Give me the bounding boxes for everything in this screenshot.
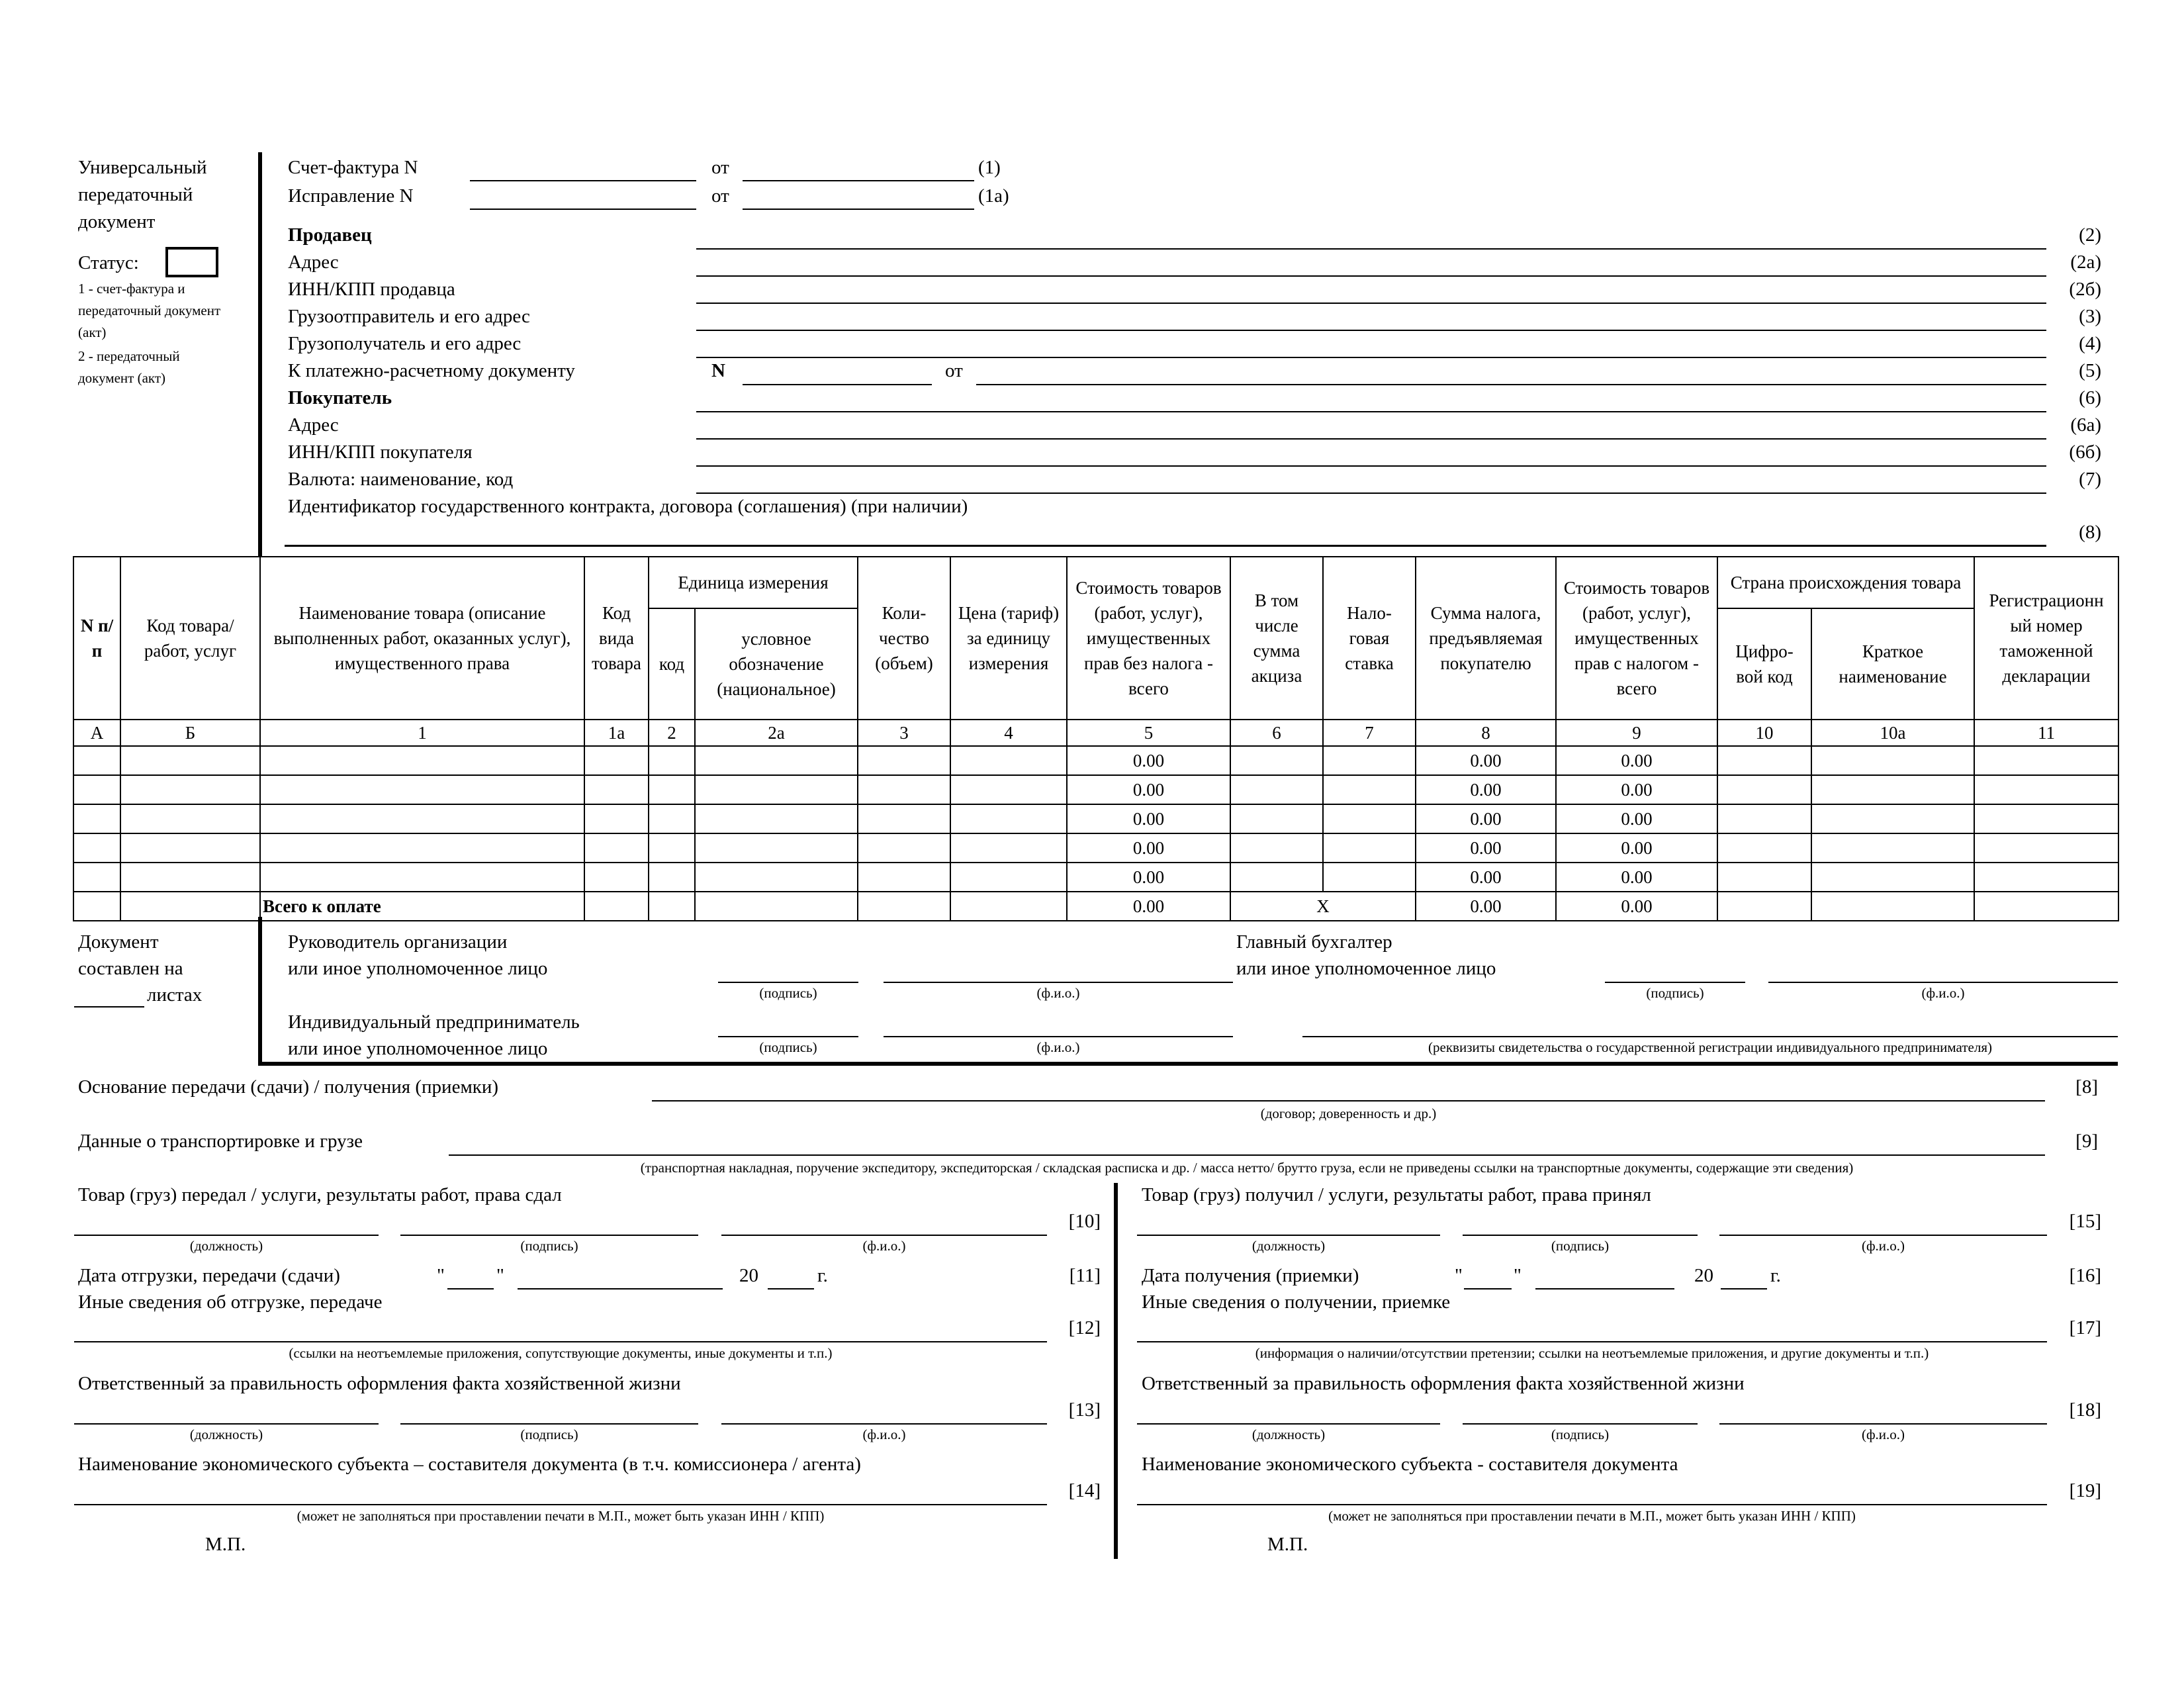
invoice-from-label: от: [711, 157, 729, 178]
col-header-kind: Код вида товара: [584, 557, 649, 720]
sender-position-field[interactable]: [74, 1235, 379, 1236]
table-row[interactable]: [73, 775, 2118, 804]
year-suffix: г.: [817, 1265, 828, 1286]
head-label: или иное уполномоченное лицо: [288, 958, 548, 979]
chief-signature-field[interactable]: [1605, 982, 1745, 983]
caption-fio: (ф.и.о.): [1921, 985, 1965, 1001]
quote-open: ": [437, 1265, 445, 1286]
payment-doc-label: К платежно-расчетному документу: [288, 360, 575, 381]
stamp-place: М.П.: [1267, 1534, 1308, 1555]
col-label: Б: [120, 720, 260, 746]
ref-19: [19]: [2069, 1480, 2101, 1501]
table-row[interactable]: [73, 863, 2118, 892]
table-row[interactable]: [73, 804, 2118, 833]
status-option-1: передаточный документ: [78, 303, 221, 318]
receiver-signature-field[interactable]: [1463, 1235, 1698, 1236]
col-header-num: N п/п: [73, 557, 120, 720]
invoice-label: Счет-фактура N: [288, 157, 418, 178]
entity-label: Наименование экономического субъекта – составителя документа (в т.ч. комиссионера / агента): [78, 1454, 861, 1475]
status-option-1: (акт): [78, 324, 107, 340]
total-label: Всего к оплате: [260, 892, 584, 921]
buyer-address-label: Адрес: [288, 414, 339, 436]
chief-accountant-label: Главный бухгалтер: [1236, 931, 1392, 953]
row-tax[interactable]: 0.00: [1416, 775, 1556, 804]
payment-doc-date-field[interactable]: [976, 384, 2046, 385]
total-row: [73, 892, 2118, 921]
col-header-excise: В том числе сумма акциза: [1230, 557, 1323, 720]
ref-6b: (6б): [2069, 442, 2101, 463]
col-label: 3: [858, 720, 950, 746]
resp-position-field[interactable]: [1137, 1423, 1440, 1425]
col-header-code: Код товара/ работ, услуг: [120, 557, 260, 720]
ref-4: (4): [2079, 333, 2101, 354]
other-ship-hint: (ссылки на неотъемлемые приложения, сопутствующие документы, иные документы и т.п.): [289, 1345, 833, 1361]
col-header-price: Цена (тариф) за единицу измерения: [950, 557, 1067, 720]
ip-requisites-field[interactable]: [1302, 1036, 2118, 1037]
col-label: 10а: [1811, 720, 1974, 746]
status-option-2: 2 - передаточный: [78, 348, 180, 364]
caption-position: (должность): [189, 1238, 263, 1254]
entrepreneur-label: или иное уполномоченное лицо: [288, 1038, 548, 1059]
responsible-label: Ответственный за правильность оформления факта хозяйственной жизни: [78, 1373, 681, 1394]
ref-2: (2): [2079, 224, 2101, 246]
buyer-field[interactable]: [696, 411, 2046, 412]
responsible-label: Ответственный за правильность оформления факта хозяйственной жизни: [1142, 1373, 1745, 1394]
correction-date-field[interactable]: [743, 209, 974, 210]
status-option-1: 1 - счет-фактура и: [78, 281, 185, 297]
head-fio-field[interactable]: [884, 982, 1233, 983]
col-header-country: Страна происхождения товара: [1717, 557, 1974, 608]
table-row[interactable]: [73, 746, 2118, 775]
caption-fio: (ф.и.о.): [1861, 1238, 1905, 1254]
col-label: 11: [1974, 720, 2118, 746]
status-option-2: документ (акт): [78, 370, 165, 386]
correction-label: Исправление N: [288, 185, 414, 207]
payment-doc-number-field[interactable]: [743, 384, 932, 385]
entrepreneur-label: Индивидуальный предприниматель: [288, 1011, 580, 1033]
ref-6a: (6а): [2070, 414, 2101, 436]
ref-15: [15]: [2069, 1211, 2101, 1232]
head-label: Руководитель организации: [288, 931, 508, 953]
col-header-rate: Нало- говая ставка: [1323, 557, 1416, 720]
col-label: А: [73, 720, 120, 746]
consignee-label: Грузополучатель и его адрес: [288, 333, 522, 354]
received-label: Товар (груз) получил / услуги, результаты работ, права принял: [1142, 1184, 1651, 1205]
head-signature-field[interactable]: [718, 982, 858, 983]
col-label: 1а: [584, 720, 649, 746]
total-excise: X: [1230, 892, 1416, 921]
col-label: 9: [1556, 720, 1717, 746]
caption-position: (должность): [1251, 1238, 1326, 1254]
row-cost[interactable]: 0.00: [1067, 746, 1230, 775]
currency-label: Валюта: наименование, код: [288, 469, 514, 490]
year-prefix: 20: [739, 1265, 758, 1286]
row-total[interactable]: 0.00: [1556, 833, 1717, 863]
caption-position: (должность): [1251, 1427, 1326, 1442]
buyer-address-field[interactable]: [696, 438, 2046, 440]
caption-ip-requisites: (реквизиты свидетельства о государственной регистрации индивидуального предпринимателя): [1428, 1039, 1992, 1055]
buyer-label: Покупатель: [288, 387, 392, 408]
caption-signature: (подпись): [1551, 1238, 1610, 1254]
recv-date-label: Дата получения (приемки): [1142, 1265, 1359, 1286]
row-total[interactable]: 0.00: [1556, 746, 1717, 775]
row-cost[interactable]: 0.00: [1067, 863, 1230, 892]
header-divider: [258, 152, 262, 556]
caption-signature: (подпись): [1646, 985, 1704, 1001]
seller-inn-field[interactable]: [696, 303, 2046, 304]
caption-fio: (ф.и.о.): [1861, 1427, 1905, 1442]
ship-date-label: Дата отгрузки, передачи (сдачи): [78, 1265, 340, 1286]
seller-field[interactable]: [696, 248, 2046, 250]
seller-address-field[interactable]: [696, 275, 2046, 277]
col-header-qty: Коли- чество (объем): [858, 557, 950, 720]
resp-fio-field[interactable]: [1719, 1423, 2047, 1425]
seller-address-label: Адрес: [288, 252, 339, 273]
caption-signature: (подпись): [520, 1238, 578, 1254]
row-tax[interactable]: 0.00: [1416, 804, 1556, 833]
doc-title-line: документ: [78, 211, 156, 232]
ref-7: (7): [2079, 469, 2101, 490]
doc-composed-label: листах: [147, 984, 203, 1006]
ref-2a: (2а): [2070, 252, 2101, 273]
invoice-number-field[interactable]: [470, 180, 696, 181]
caption-fio: (ф.и.о.): [1036, 1039, 1080, 1055]
transport-field[interactable]: [449, 1154, 2045, 1156]
recv-year-field[interactable]: [1721, 1288, 1767, 1289]
sheets-count-field[interactable]: [74, 1006, 144, 1008]
caption-fio: (ф.и.о.): [1036, 985, 1080, 1001]
consignee-field[interactable]: [696, 357, 2046, 358]
stamp-place: М.П.: [205, 1534, 246, 1555]
ref-2b: (2б): [2069, 279, 2101, 300]
contract-id-field[interactable]: [285, 545, 2046, 547]
row-tax[interactable]: 0.00: [1416, 833, 1556, 863]
col-header-total: Стоимость товаров (работ, услуг), имущественных прав с налогом - всего: [1556, 557, 1717, 720]
quote-close: ": [1514, 1265, 1522, 1286]
col-label: 6: [1230, 720, 1323, 746]
ship-month-field[interactable]: [518, 1288, 723, 1289]
buyer-inn-field[interactable]: [696, 465, 2046, 467]
entity-field[interactable]: [74, 1504, 1047, 1505]
transport-label: Данные о транспортировке и грузе: [78, 1131, 363, 1152]
year-prefix: 20: [1694, 1265, 1713, 1286]
shipper-label: Грузоотправитель и его адрес: [288, 306, 530, 327]
items-table: [73, 556, 2119, 921]
row-tax[interactable]: 0.00: [1416, 863, 1556, 892]
entity-label: Наименование экономического субъекта - составителя документа: [1142, 1454, 1678, 1475]
ip-signature-field[interactable]: [718, 1036, 858, 1037]
chief-accountant-label: или иное уполномоченное лицо: [1236, 958, 1496, 979]
doc-title-line: передаточный: [78, 184, 193, 205]
correction-number-field[interactable]: [470, 209, 696, 210]
caption-fio: (ф.и.о.): [862, 1238, 906, 1254]
payment-doc-n: N: [711, 360, 725, 381]
resp-signature-field[interactable]: [1463, 1423, 1698, 1425]
ref-b8: [8]: [2075, 1076, 2098, 1098]
ref-1: (1): [978, 157, 1001, 178]
year-suffix: г.: [1770, 1265, 1781, 1286]
center-divider: [1114, 1183, 1118, 1559]
entity-hint: (может не заполняться при проставлении печати в М.П., может быть указан ИНН / КПП): [1328, 1508, 1856, 1524]
col-header-decl: Регистрационн ый номер таможенной декларации: [1974, 557, 2118, 720]
col-label: 4: [950, 720, 1067, 746]
row-cost[interactable]: 0.00: [1067, 833, 1230, 863]
row-total[interactable]: 0.00: [1556, 775, 1717, 804]
caption-position: (должность): [189, 1427, 263, 1442]
payment-doc-from: от: [945, 360, 963, 381]
transport-hint: (транспортная накладная, поручение экспедитору, экспедиторская / складская расписка и др. / масса нетто/ брутто груза, если не приведены ссылки на транспортные документы, содержащие эти сведения): [640, 1160, 1854, 1176]
table-row[interactable]: [73, 833, 2118, 863]
seller-label: Продавец: [288, 224, 372, 246]
col-header-name: Наименование товара (описание выполненных работ, оказанных услуг), имущественного права: [260, 557, 584, 720]
quote-close: ": [496, 1265, 504, 1286]
row-cost[interactable]: 0.00: [1067, 804, 1230, 833]
ref-10: [10]: [1068, 1211, 1101, 1232]
col-label: 2: [649, 720, 695, 746]
recv-month-field[interactable]: [1535, 1288, 1674, 1289]
col-header-unit-name: условное обозначение (национальное): [695, 608, 858, 720]
basis-label: Основание передачи (сдачи) / получения (приемки): [78, 1076, 499, 1098]
col-label: 5: [1067, 720, 1230, 746]
caption-signature: (подпись): [759, 985, 817, 1001]
caption-signature: (подпись): [759, 1039, 817, 1055]
column-number-row: [73, 720, 2118, 746]
col-header-country-code: Цифро- вой код: [1717, 608, 1811, 720]
ip-fio-field[interactable]: [884, 1036, 1233, 1037]
total-cost: 0.00: [1067, 892, 1230, 921]
status-input-box[interactable]: [165, 247, 218, 277]
total-total: 0.00: [1556, 892, 1717, 921]
basis-field[interactable]: [652, 1100, 2045, 1102]
receiver-fio-field[interactable]: [1719, 1235, 2047, 1236]
ref-16: [16]: [2069, 1265, 2101, 1286]
basis-hint: (договор; доверенность и др.): [1260, 1105, 1437, 1121]
caption-signature: (подпись): [520, 1427, 578, 1442]
ref-b9: [9]: [2075, 1131, 2098, 1152]
other-ship-field[interactable]: [74, 1341, 1047, 1342]
caption-signature: (подпись): [1551, 1427, 1610, 1442]
col-header-country-name: Краткое наименование: [1811, 608, 1974, 720]
chief-fio-field[interactable]: [1768, 982, 2118, 983]
col-header-tax: Сумма налога, предъявляемая покупателю: [1416, 557, 1556, 720]
col-label: 10: [1717, 720, 1811, 746]
other-recv-label: Иные сведения о получении, приемке: [1142, 1291, 1451, 1313]
signature-divider: [258, 917, 262, 1064]
quote-open: ": [1455, 1265, 1463, 1286]
resp-fio-field[interactable]: [721, 1423, 1047, 1425]
row-total[interactable]: 0.00: [1556, 804, 1717, 833]
ref-1a: (1а): [978, 185, 1009, 207]
col-header-unit: Единица измерения: [649, 557, 858, 608]
ref-8: (8): [2079, 522, 2101, 543]
correction-from-label: от: [711, 185, 729, 207]
entity-hint: (может не заполняться при проставлении печати в М.П., может быть указан ИНН / КПП): [296, 1508, 825, 1524]
col-label: 7: [1323, 720, 1416, 746]
caption-fio: (ф.и.о.): [862, 1427, 906, 1442]
ref-6: (6): [2079, 387, 2101, 408]
col-header-unit-code: код: [649, 608, 695, 720]
col-label: 8: [1416, 720, 1556, 746]
signature-bottom-rule: [258, 1062, 2118, 1066]
buyer-inn-label: ИНН/КПП покупателя: [288, 442, 473, 463]
ref-12: [12]: [1068, 1317, 1101, 1338]
ship-year-field[interactable]: [768, 1288, 814, 1289]
seller-inn-label: ИНН/КПП продавца: [288, 279, 455, 300]
ref-3: (3): [2079, 306, 2101, 327]
ref-11: [11]: [1069, 1265, 1101, 1286]
receiver-position-field[interactable]: [1137, 1235, 1440, 1236]
status-label: Статус:: [78, 252, 139, 273]
ref-17: [17]: [2069, 1317, 2101, 1338]
doc-title-line: Универсальный: [78, 157, 207, 178]
invoice-date-field[interactable]: [743, 180, 974, 181]
ref-14: [14]: [1068, 1480, 1101, 1501]
resp-signature-field[interactable]: [400, 1423, 698, 1425]
other-ship-label: Иные сведения об отгрузке, передаче: [78, 1291, 383, 1313]
sender-signature-field[interactable]: [400, 1235, 698, 1236]
row-total[interactable]: 0.00: [1556, 863, 1717, 892]
other-recv-hint: (информация о наличии/отсутствии претензии; ссылки на неотъемлемые приложения, и другие документы и т.п.): [1255, 1345, 1929, 1361]
ship-day-field[interactable]: [447, 1288, 494, 1289]
doc-composed-label: составлен на: [78, 958, 183, 979]
total-tax: 0.00: [1416, 892, 1556, 921]
sender-fio-field[interactable]: [721, 1235, 1047, 1236]
col-header-cost: Стоимость товаров (работ, услуг), имущественных прав без налога - всего: [1067, 557, 1230, 720]
contract-id-label: Идентификатор государственного контракта, договора (соглашения) (при наличии): [288, 496, 968, 517]
shipper-field[interactable]: [696, 330, 2046, 331]
recv-day-field[interactable]: [1464, 1288, 1512, 1289]
handed-label: Товар (груз) передал / услуги, результаты работ, права сдал: [78, 1184, 562, 1205]
row-cost[interactable]: 0.00: [1067, 775, 1230, 804]
doc-composed-label: Документ: [78, 931, 159, 953]
col-label: 1: [260, 720, 584, 746]
ref-18: [18]: [2069, 1399, 2101, 1421]
resp-position-field[interactable]: [74, 1423, 379, 1425]
ref-13: [13]: [1068, 1399, 1101, 1421]
row-tax[interactable]: 0.00: [1416, 746, 1556, 775]
currency-field[interactable]: [696, 492, 2046, 494]
entity-field[interactable]: [1137, 1504, 2047, 1505]
other-recv-field[interactable]: [1137, 1341, 2047, 1342]
ref-5: (5): [2079, 360, 2101, 381]
col-label: 2а: [695, 720, 858, 746]
